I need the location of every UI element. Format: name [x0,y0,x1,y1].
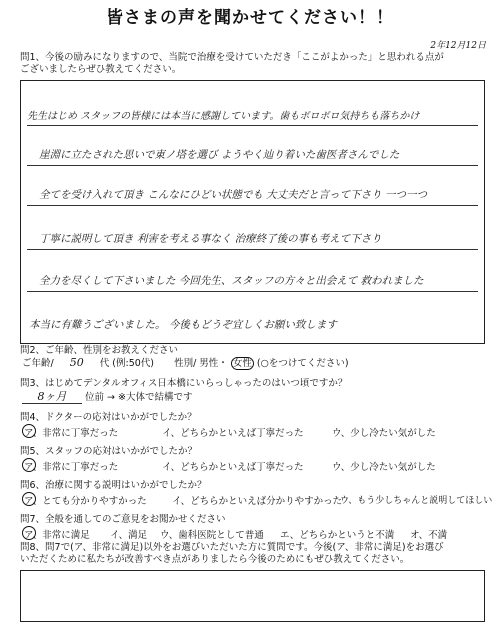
gender-label: 性別/ 男性・ [174,358,228,369]
handwritten-date: 2年12月12日 [430,41,486,51]
q2-question: 問2、ご年齢、性別をお教えください [20,345,179,356]
handwritten-answer-line: 全てを受け入れて頂き こんなにひどい状態でも 大丈夫だと言って下さり 一つ一つ [39,189,428,201]
survey-title: 皆さまの声を聞かせてください！！ [106,8,394,28]
handwritten-answer-line: 崖淵に立たされた思いで東ノ塔を選び ようやく辿り着いた歯医者さんでした [39,149,400,161]
q1-question-line1: 問1、今後の励みになりますので、当院で治療を受けていただき「ここがよかった」と思われる点が [20,52,444,63]
q7-option-e[interactable]: オ、不満 [410,530,448,541]
q8-question-line1: 問8、問7で(ア、非常に満足)以外をお選びいただいた方に質問です。今後(ア、非常に満足)をお選び [20,542,444,553]
q3-answer[interactable]: 8ヶ月 [22,391,82,404]
age-label: ご年齢/ [22,358,54,369]
q7-option-d[interactable]: エ、どちらかというと不満 [280,530,395,541]
q4-option-c[interactable]: ウ、少し冷たい気がした [332,428,436,439]
q3-question: 問3、はじめてデンタルオフィス日本橋にいらっしゃったのはいつ頃ですか？ [20,378,348,389]
q7-option-c[interactable]: ウ、歯科医院として普通 [160,530,264,541]
q8-question-line2: いただくために私たちが改善すべき点がありましたら今後のためにもぜひ教えてください。 [20,554,410,565]
q7-option-a[interactable]: ア、非常に満足 [24,530,90,541]
q4-option-a[interactable]: ア、非常に丁寧だった [24,428,119,439]
q8-answer-box[interactable] [20,570,485,622]
q4-option-b[interactable]: イ、どちらかといえば丁寧だった [162,428,304,439]
q5-option-b[interactable]: イ、どちらかといえば丁寧だった [162,462,304,473]
q1-question [20,52,490,76]
q1-question-line2: ございましたらぜひ教えてください。 [20,64,182,75]
q6-option-b[interactable]: イ、どちらかといえば分かりやすかった [172,496,343,507]
q7-question: 問7、全般を通してのご意見をお聞かせください [20,514,226,525]
q4-question: 問4、ドクターの応対はいかがでしたか？ [20,412,197,423]
handwritten-answer-line: 先生はじめ スタッフの皆様には本当に感謝しています。歯もボロボロ気持ちも落ちかけ [27,111,420,122]
age-value[interactable]: 50 [69,356,84,369]
q5-option-a[interactable]: ア、非常に丁寧だった [24,462,119,473]
q5-question: 問5、スタッフの応対はいかがでしたか？ [20,446,198,457]
q6-question: 問6、治療に関する説明はいかがでしたか？ [20,480,207,491]
q2-answer-row [22,357,349,370]
gender-female-circled[interactable]: 女性 [232,358,252,369]
q7-option-b[interactable]: イ、満足 [110,530,148,541]
handwritten-answer-line: 本当に有難うございました。 今後もどうぞ宜しくお願い致します [29,319,337,331]
gender-note: (○をつけてください) [256,358,349,369]
q6-option-a[interactable]: ア、とても分かりやすかった [24,496,147,507]
q1-answer-box[interactable] [20,80,485,344]
q5-option-c[interactable]: ウ、少し冷たい気がした [332,462,436,473]
ruled-line [27,125,478,126]
handwritten-answer-line: 丁寧に説明して頂き 利害を考える事なく 治療終了後の事も考えて下さり [39,233,382,245]
q3-answer-row [22,391,193,404]
ruled-line [27,249,478,250]
q8-question [20,542,490,566]
age-suffix: 代 (例:50代) [99,358,154,369]
ruled-line [27,291,478,292]
ruled-line [27,205,478,206]
ruled-line [27,165,478,166]
q6-option-c[interactable]: ウ、もう少しちゃんと説明してほしい [340,496,493,506]
q3-suffix: 位前 → ※大体で結構です [85,392,193,403]
handwritten-answer-line: 全力を尽くして下さいました 今回先生、スタッフの方々と出会えて 救われました [39,275,424,287]
